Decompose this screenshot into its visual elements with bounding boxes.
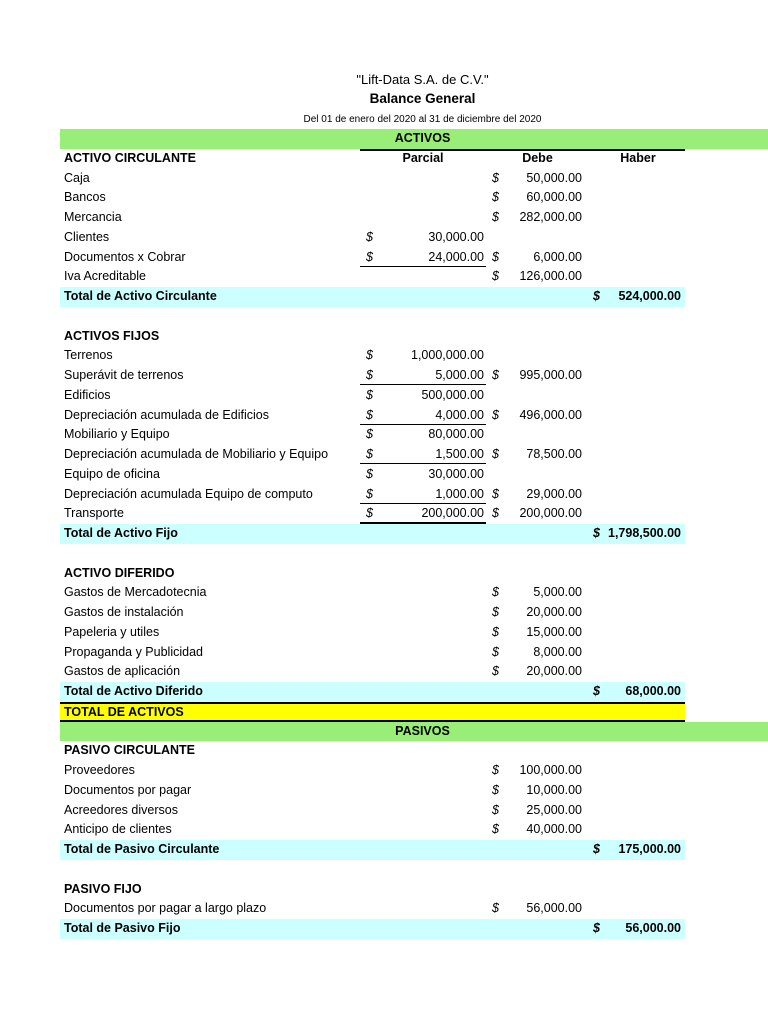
pasivos-band-label: PASIVOS (395, 723, 450, 738)
currency-symbol: $ (492, 624, 499, 639)
section-title-row (60, 327, 768, 347)
section-title-row (60, 880, 768, 900)
currency-symbol: $ (492, 644, 499, 659)
currency-symbol: $ (593, 842, 600, 856)
parcial-amount: 4,000.00 (435, 407, 484, 422)
report-period: Del 01 de enero del 2020 al 31 de diciembre del 2020 (303, 114, 542, 125)
currency-symbol: $ (492, 368, 499, 382)
currency-symbol: $ (366, 466, 373, 481)
account-name: Iva Acreditable (64, 269, 146, 284)
table-row (60, 208, 768, 228)
haber-amount: 56,000.00 (625, 921, 681, 935)
grand-total-activos-row (60, 702, 685, 722)
debe-amount: 78,500.00 (526, 447, 582, 461)
debe-amount: 100,000.00 (519, 763, 582, 777)
currency-symbol: $ (492, 170, 499, 185)
table-row (60, 445, 768, 465)
table-row (60, 603, 768, 623)
section-title-row (60, 564, 768, 584)
currency-symbol: $ (593, 526, 600, 540)
parcial-amount: 1,000,000.00 (411, 348, 484, 363)
debe-amount: 995,000.00 (519, 368, 582, 382)
debe-amount: 25,000.00 (526, 802, 582, 817)
account-name: Gastos de Mercadotecnia (64, 585, 207, 600)
debe-amount: 126,000.00 (519, 269, 582, 284)
table-row (60, 662, 768, 682)
section-title-activos-fijos: ACTIVOS FIJOS (64, 328, 160, 343)
section-title-row (60, 741, 768, 761)
parcial-amount: 5,000.00 (435, 368, 484, 382)
column-header-row (60, 149, 768, 169)
account-name: Propaganda y Publicidad (64, 644, 203, 659)
table-row (60, 781, 768, 801)
currency-symbol: $ (492, 664, 499, 679)
debe-amount: 40,000.00 (526, 822, 582, 837)
table-row (60, 228, 768, 248)
currency-symbol: $ (366, 447, 373, 461)
parcial-amount: 1,000.00 (435, 486, 484, 501)
currency-symbol: $ (366, 348, 373, 363)
pasivos-band (60, 722, 768, 742)
total-row (60, 840, 685, 860)
table-row (60, 406, 768, 426)
activos-band-label: ACTIVOS (394, 131, 451, 145)
currency-symbol: $ (366, 249, 373, 264)
currency-symbol: $ (492, 506, 499, 521)
debe-amount: 20,000.00 (526, 664, 582, 679)
debe-amount: 20,000.00 (526, 605, 582, 619)
debe-amount: 10,000.00 (526, 782, 582, 797)
activos-band (60, 129, 768, 149)
total-label: Total de Activo Circulante (64, 289, 217, 303)
spacer-row (60, 544, 768, 564)
currency-symbol: $ (492, 782, 499, 797)
table-row (60, 583, 768, 603)
table-row (60, 504, 768, 524)
table-row (60, 346, 768, 366)
balance-sheet (60, 129, 768, 939)
debe-amount: 200,000.00 (519, 506, 582, 521)
currency-symbol: $ (492, 190, 499, 205)
table-row (60, 899, 768, 919)
currency-symbol: $ (492, 802, 499, 817)
account-name: Superávit de terrenos (64, 368, 184, 382)
account-name: Acreedores diversos (64, 802, 178, 817)
haber-amount: 524,000.00 (618, 289, 681, 303)
account-name: Equipo de oficina (64, 466, 160, 481)
table-row (60, 425, 768, 445)
currency-symbol: $ (366, 229, 373, 244)
total-row (60, 287, 685, 307)
account-name: Gastos de aplicación (64, 664, 181, 679)
account-name: Gastos de instalación (64, 605, 184, 619)
account-name: Edificios (64, 387, 111, 402)
currency-symbol: $ (492, 210, 499, 224)
table-row (60, 623, 768, 643)
parcial-amount: 80,000.00 (428, 427, 484, 442)
account-name: Transporte (64, 506, 124, 521)
account-name: Terrenos (64, 348, 113, 363)
column-parcial: Parcial (402, 150, 444, 165)
currency-symbol: $ (492, 249, 499, 264)
table-row (60, 643, 768, 663)
currency-symbol: $ (492, 269, 499, 284)
column-debe: Debe (522, 150, 553, 165)
table-row (60, 820, 768, 840)
currency-symbol: $ (366, 506, 373, 521)
account-name: Documentos x Cobrar (64, 249, 186, 264)
currency-symbol: $ (366, 387, 373, 402)
parcial-amount: 30,000.00 (428, 466, 484, 481)
table-row (60, 188, 768, 208)
table-row (60, 169, 768, 189)
debe-amount: 50,000.00 (526, 170, 582, 185)
total-label: Total de Pasivo Fijo (64, 921, 181, 935)
parcial-amount: 24,000.00 (428, 249, 484, 264)
section-title-activo-circulante: ACTIVO CIRCULANTE (64, 150, 196, 165)
debe-amount: 496,000.00 (519, 407, 582, 422)
currency-symbol: $ (492, 822, 499, 837)
account-name: Depreciación acumulada de Edificios (64, 407, 269, 422)
total-row (60, 919, 685, 939)
debe-amount: 60,000.00 (526, 190, 582, 205)
total-row (60, 682, 685, 702)
haber-amount: 1,798,500.00 (608, 526, 681, 540)
table-row (60, 465, 768, 485)
account-name: Anticipo de clientes (64, 822, 172, 837)
table-row (60, 485, 768, 505)
account-name: Proveedores (64, 763, 135, 777)
report-title: Balance General (369, 91, 476, 106)
currency-symbol: $ (366, 427, 373, 442)
table-row (60, 386, 768, 406)
haber-amount: 175,000.00 (618, 842, 681, 856)
debe-amount: 5,000.00 (533, 585, 582, 600)
section-title-activo-diferido: ACTIVO DIFERIDO (64, 565, 175, 580)
parcial-amount: 200,000.00 (421, 506, 484, 521)
currency-symbol: $ (492, 585, 499, 600)
debe-amount: 8,000.00 (533, 644, 582, 659)
parcial-amount: 500,000.00 (421, 387, 484, 402)
currency-symbol: $ (366, 368, 373, 382)
account-name: Depreciación acumulada Equipo de computo (64, 486, 313, 501)
currency-symbol: $ (492, 901, 499, 916)
table-row (60, 366, 768, 386)
haber-amount: 68,000.00 (625, 684, 681, 698)
parcial-amount: 1,500.00 (435, 447, 484, 461)
total-label: Total de Pasivo Circulante (64, 842, 220, 856)
debe-amount: 6,000.00 (533, 249, 582, 264)
account-name: Caja (64, 170, 90, 185)
debe-amount: 282,000.00 (519, 210, 582, 224)
account-name: Depreciación acumulada de Mobiliario y Equipo (64, 447, 329, 461)
currency-symbol: $ (366, 407, 373, 422)
debe-amount: 15,000.00 (526, 624, 582, 639)
debe-amount: 56,000.00 (526, 901, 582, 916)
total-label: Total de Activo Diferido (64, 684, 203, 698)
currency-symbol: $ (492, 486, 499, 501)
currency-symbol: $ (492, 605, 499, 619)
account-name: Papeleria y utiles (64, 624, 160, 639)
account-name: Mobiliario y Equipo (64, 427, 170, 442)
currency-symbol: $ (593, 289, 600, 303)
section-title-pasivo-fijo: PASIVO FIJO (64, 881, 142, 896)
account-name: Documentos por pagar (64, 782, 192, 797)
total-label: Total de Activo Fijo (64, 526, 178, 540)
column-header-underline (360, 149, 685, 171)
column-haber: Haber (620, 150, 656, 165)
spacer-row (60, 307, 768, 327)
company-name: "Lift-Data S.A. de C.V." (356, 72, 489, 87)
currency-symbol: $ (593, 684, 600, 698)
table-row (60, 248, 768, 268)
spacer-row (60, 860, 768, 880)
account-name: Mercancia (64, 210, 122, 224)
section-title-pasivo-circulante: PASIVO CIRCULANTE (64, 743, 196, 758)
table-row (60, 801, 768, 821)
account-name: Clientes (64, 229, 110, 244)
table-row (60, 761, 768, 781)
currency-symbol: $ (492, 407, 499, 422)
currency-symbol: $ (492, 763, 499, 777)
currency-symbol: $ (593, 921, 600, 935)
debe-amount: 29,000.00 (526, 486, 582, 501)
total-row (60, 524, 685, 544)
currency-symbol: $ (366, 486, 373, 501)
currency-symbol: $ (492, 447, 499, 461)
account-name: Documentos por pagar a largo plazo (64, 901, 267, 916)
account-name: Bancos (64, 190, 106, 205)
grand-total-label: TOTAL DE ACTIVOS (64, 704, 184, 719)
table-row (60, 267, 768, 287)
parcial-amount: 30,000.00 (428, 229, 484, 244)
